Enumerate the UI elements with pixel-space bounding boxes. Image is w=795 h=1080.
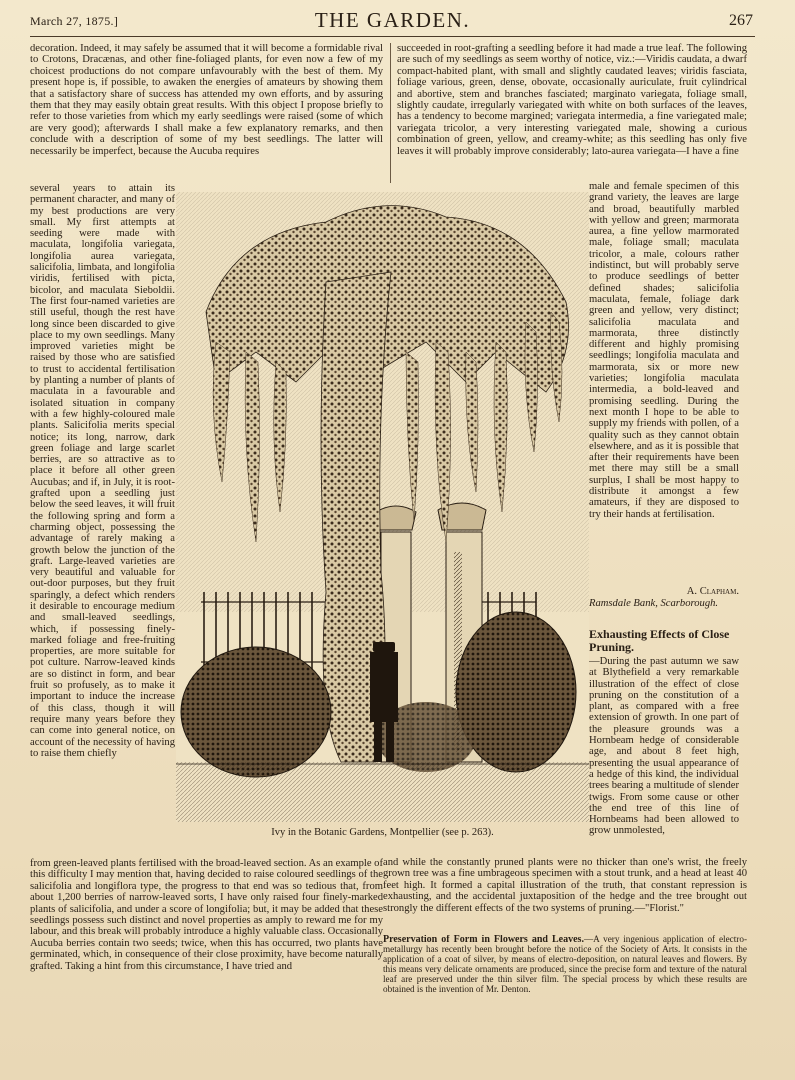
author-place: Ramsdale Bank, Scarborough. xyxy=(589,598,719,609)
article-body: —During the past autumn we saw at Blythefield a very remarkable illustration of the effect of close pruning on the constitution of a plant, as compared with a free extension of growth. In one part of the pleasure grounds was a Hornbeam hedge of considerable age, and about 8 feet high, presenting the usual appearance of a hedge of this kind, the individual trees bearing a multitude of slender twigs. From some cause or other the end tree of this line of Hornbeams had been allowed to grow unmolested, xyxy=(589,656,739,837)
article-heading: Exhausting Effects of Close Pruning. xyxy=(589,627,730,654)
ivy-tree-engraving xyxy=(176,192,589,822)
left-column-top-text: decoration. Indeed, it may safely be assumed that it will become a formidable rival to Crotons, Dracænas, and other fine-foliaged plants, for even now a few of my choicest productions do not compare unfavourably with the best of them. My present hope is, if possible, to awaken the energies of amateurs by showing them that a satisfactory share of success has attended my own efforts, and by assuring them that they may easily obtain great results. With this object I propose briefly to refer to those varieties from which my early seedlings were raised (some of which are very good); afterwards I shall make a few explanatory remarks, and then conclude with a description of some of my best seedlings. The latter will necessarily be imperfect, because the Aucuba requires xyxy=(30,43,383,157)
left-column-bottom-text: from green-leaved plants fertilised with the broad-leaved section. As an example of this difficulty I may mention that, having decided to raise coloured seedlings of the salicifolia and longiflora type, the progress to that end was so tedious that, from about 1,200 berries of narrow-leaved sorts, I have only raised four finely-marked plants of salicifolia, and under a score of longifolia; but, it may be added that these seedlings possess such distinct and novel properties as amply to reward me for my labour, and this break will probably introduce a highly valuable class. Occasionally Aucuba berries contain two seeds; twice, when this has occurred, two plants have germinated, which, in consequence of their close proximity, have become naturally grafted. Taking a hint from this circumstance, I have tried and xyxy=(30,858,383,972)
right-column-bottom-text: and while the constantly pruned plants were no thicker than one's wrist, the freely grown tree was a fine umbrageous specimen with a stout trunk, and a head at least 40 feet high. It formed a capital illustration of the truth, that constant repression is exhausting, and the accidental juxtaposition of the hedge and the tree brought out strongly the different effects of the two systems of pruning.—"Florist." xyxy=(383,857,747,914)
note-body: —A very ingenious application of electro-metallurgy has recently been brought before the notice of the Society of Arts. It consists in the application of a coat of silver, by means of electro-deposition, on natural leaves and flowers. By this means very delicate ornaments are produced, since the precise form and texture of the natural leaf are preserved under the thin silver film. The special process by which these results are obtained is the invention of Mr. Denton. xyxy=(383,935,747,994)
publication-title: THE GARDEN. xyxy=(314,8,471,32)
author-signature xyxy=(589,586,739,610)
page-header xyxy=(30,8,755,37)
page-number: 267 xyxy=(729,12,753,29)
illustration-caption: Ivy in the Botanic Gardens, Montpellier (see p. 263). xyxy=(271,827,494,838)
issue-date: March 27, 1875.] xyxy=(30,14,119,28)
column-divider xyxy=(390,43,391,183)
left-narrow-column-text: several years to attain its permanent character, and many of my best productions are very small. My first attempts at seeding were made with maculata, longifolia variegata, longifolia aurea variegata, salicifolia, limbata, and longifolia viridis, fertilised with picta, bicolor, and maculata Sieboldii. The first four-named varieties are still useful, though the rest have long since been discarded to give place to my own seedlings. Many improved varieties might be raised by those who are satisfied to trust to accidental fertilisation by planting a number of plants of maculata in a favourable and isolated situation in company with a few highly-coloured male plants. Salicifolia merits special notice; its long, narrow, dark green foliage and large scarlet berries, are so attractive as to place it before all other green Aucubas; and if, in July, it is root-grafted upon a seedling just below the seed leaves, it will fruit the following spring and form a charming object, possessing the advantage of rarely making a growth below the junction of the graft. Large-leaved varieties are very beautiful and valuable for out-door purposes, but they fruit sparingly, a defect which renders it desirable to encourage medium and small-leaved seedlings, which, if possessing finely-marked foliage and free-fruiting properties, are more suitable for pot culture. Narrow-leaved kinds are so distinct in form, and bear fruit so profusely, as to make it important to induce the increase of this class, though it will require many years before they can come into general notice, on account of the necessity of having to raise them chiefly xyxy=(30,183,175,759)
author-name: A. Clapham. xyxy=(686,586,739,597)
right-narrow-column-text: male and female specimen of this grand variety, the leaves are large and broad, beautifully marbled with yellow and green; marmorata aurea, a fine yellow marmorated male, foliage small; maculata tricolor, a male, colours rather indistinct, but will probably serve to produce seedlings of better defined shades; salicifolia maculata, female, foliage dark green and yellow, very distinct; salicifolia maculata and marmorata, three distinctly different and highly promising seedlings; longifolia maculata and marmorata, six or more new varieties; longifolia maculata intermedia, a bold-leaved and promising seedling. During the next month I hope to be able to supply my friends with pollen, of a quality such as they cannot obtain elsewhere, and as it is possible that after their requirements have been met there may still be a small surplus, I shall be most happy to distribute it amongst a few amateurs, if they are disposed to try their hands at fertilisation. xyxy=(589,181,739,520)
right-column-top-text: succeeded in root-grafting a seedling before it had made a true leaf. The following are such of my seedlings as seem worthy of notice, viz.:—Viridis caudata, a dwarf compact-habited plant, with small and slightly caudated leaves; viridis fasciata, foliage various, green, dense, obovate, occasionally auriculate, fruit cylindrical and abortive, stem and branches fasciated; marginato variegata, foliage small, slightly caudate, irregularly variegated with white on both surfaces of the leaves, has a tendency to become margined; variegata intermedia, a fine variegated male; variegata tricolor, a very interesting variegated male, showing a curious combination of green, yellow, and creamy-white; as this seedling has only five leaves it will probably improve considerably; lato-aurea variegata—I have a fine xyxy=(397,43,747,157)
preservation-note xyxy=(383,935,747,995)
note-heading: Preservation of Form in Flowers and Leaves. xyxy=(383,935,584,945)
